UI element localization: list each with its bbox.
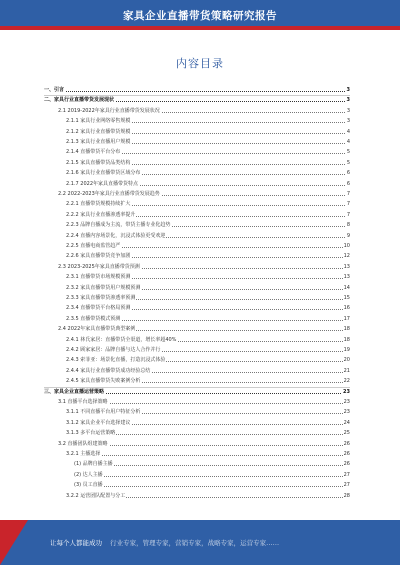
toc-entry-label: 2.3.3 家具直播带货渗透率预测 [66,295,136,301]
toc-entry-page: 28 [343,492,350,499]
toc-entry[interactable] [44,304,350,312]
toc-entry-label: 3.1.2 家具企业平台选择建议 [66,419,131,426]
toc-entry[interactable] [44,159,350,167]
toc-entry-label: 2.3.1 直播带货市场规模预测 [66,274,131,281]
toc-entry[interactable] [44,128,350,136]
toc-entry[interactable] [44,429,350,437]
toc-entry-page: 5 [346,159,350,166]
toc-entry-label: 3.2 直播团队组建策略 [58,440,108,447]
toc-entry-label: 3.2.2 运营团队配置与分工 [66,492,126,499]
toc-entry-page: 17 [343,315,350,322]
toc-entry[interactable] [44,211,350,219]
toc-entry-page: 4 [346,139,350,145]
report-title: 家具企业直播带货策略研究报告 [123,10,277,22]
toc-heading: 内容目录 [176,57,224,70]
table-of-contents [44,86,350,511]
toc-entry-page: 18 [343,326,350,333]
toc-entry[interactable] [44,294,350,302]
toc-entry-page: 8 [346,222,350,229]
toc-entry-label: 3.2.1 主播选择 [66,451,101,457]
toc-entry-page: 24 [343,419,350,426]
toc-entry-label: 2.3.4 直播带货平台格局预测 [66,305,131,312]
toc-entry-label: 2.1.1 家具行业网络零售规模 [66,118,131,125]
toc-entry[interactable] [44,86,350,94]
toc-entry-label: 2.2 2022-2023年家具行业直播带货发展趋势 [58,191,160,197]
toc-entry[interactable] [44,263,350,271]
toc-entry-page: 16 [343,305,350,312]
toc-entry[interactable] [44,242,350,250]
toc-entry-page: 6 [346,170,350,177]
toc-entry-label: 2.3 2023-2025年家具直播带货预测 [58,263,140,270]
toc-entry-page: 10 [343,243,350,249]
toc-entry-page: 3 [346,87,350,93]
toc-entry-label: 2.1.4 直播带货平台分布 [66,149,121,156]
toc-entry-page: 20 [343,357,350,364]
toc-entry-label: 2.2.4 直播内容场景化，沉浸式体验更受欢迎 [66,232,166,239]
toc-entry[interactable] [44,471,350,479]
toc-entry[interactable] [44,460,350,468]
toc-entry-page: 25 [343,430,350,437]
toc-entry[interactable] [44,336,350,344]
toc-entry-label: 3.1.3 多平台运营策略 [66,430,116,437]
toc-entry-page: 26 [343,440,350,447]
toc-entry-page: 27 [343,482,350,489]
toc-leader-dots [74,465,345,466]
toc-leader-dots [74,486,345,487]
toc-entry-page: 15 [343,295,350,301]
toc-entry[interactable] [44,252,350,260]
toc-entry[interactable] [44,419,350,427]
toc-entry[interactable] [44,232,350,240]
toc-entry-label: 2.1.7 2022年家具直播带货特点 [66,180,139,187]
toc-entry-page: 21 [343,367,350,374]
toc-entry[interactable] [44,117,350,125]
toc-entry-label: 2.4.3 索菲亚：场景化直播，打造沉浸式体验 [66,357,166,364]
toc-entry[interactable] [44,315,350,323]
toc-entry-page: 26 [343,451,350,457]
toc-entry[interactable] [44,377,350,385]
toc-entry-page: 3 [346,107,350,114]
toc-entry-page: 9 [346,232,350,239]
toc-entry-label: 2.2.1 直播带货规模持续扩大 [66,201,131,208]
toc-entry[interactable] [44,325,350,333]
toc-entry[interactable] [44,273,350,281]
toc-entry-page: 23 [343,399,350,405]
toc-entry-page: 6 [346,180,350,187]
toc-entry-page: 26 [343,461,350,468]
toc-entry[interactable] [44,96,350,104]
toc-entry-page: 7 [346,191,350,197]
toc-entry-label: 2.3.5 直播带货模式预测 [66,315,121,322]
toc-entry[interactable] [44,408,350,416]
toc-entry-page: 12 [343,253,350,260]
toc-entry-label: 2.1.2 家具行业直播带货规模 [66,128,131,135]
toc-entry[interactable] [44,169,350,177]
toc-entry-page: 5 [346,149,350,156]
toc-entry[interactable] [44,398,350,406]
toc-entry-label: 3.1 直播平台选择策略 [58,399,108,405]
toc-entry-label: 2.4.4 家具行业直播带货成功经验总结 [66,367,151,374]
footer-slogan-sub: 行业专家，管理专家，营销专家，战略专家，运营专家…… [110,539,280,547]
toc-entry-page: 3 [346,118,350,125]
footer-red-accent [0,520,28,565]
toc-entry-page: 22 [343,378,350,385]
toc-leader-dots [74,476,345,477]
toc-entry-label: 2.4 2022年家具直播带货典型案例 [58,326,136,333]
toc-entry-label: 二、家具行业直播带货发展现状 [44,97,115,104]
toc-entry-page: 4 [346,128,350,135]
toc-entry[interactable] [44,190,350,198]
toc-entry-page: 7 [346,201,350,208]
toc-entry[interactable] [44,450,350,458]
toc-entry-label: 2.2.5 直播电商监管趋严 [66,243,121,249]
toc-entry-label: 2.4.2 顾家家居：品牌自播与达人合作并行 [66,347,161,353]
toc-entry-label: (2) 达人主播 [74,471,103,478]
toc-entry[interactable] [44,138,350,146]
footer-slogan-main: 让每个人都能成功 [50,539,102,547]
toc-entry[interactable] [44,148,350,156]
toc-entry[interactable] [44,356,350,364]
toc-entry-label: 2.3.2 家具直播带货用户规模预测 [66,284,141,291]
toc-entry[interactable] [44,346,350,354]
toc-entry-page: 13 [343,274,350,281]
toc-entry[interactable] [44,200,350,208]
toc-entry-label: 2.1.5 家具直播带货品类结构 [66,159,131,166]
toc-entry-page: 23 [343,388,350,395]
toc-entry[interactable] [44,388,350,396]
footer-slogan [50,538,380,547]
toc-entry-page: 13 [343,263,350,270]
toc-entry-label: (3) 员工直播 [74,482,103,489]
toc-entry[interactable] [44,180,350,188]
toc-leader-dots [44,91,345,92]
toc-entry-label: 2.2.2 家具行业直播渗透率提升 [66,211,136,218]
toc-leader-dots [66,455,345,456]
toc-entry-page: 27 [343,471,350,478]
header-red-stripe [0,26,400,30]
toc-entry-page: 19 [343,347,350,353]
toc-entry-label: 2.1 2019-2022年家具行业直播带货发展状况 [58,107,160,114]
toc-entry-label: 一、引言 [44,87,65,93]
toc-entry[interactable] [44,481,350,489]
toc-entry-page: 14 [343,284,350,291]
toc-entry-label: 2.1.6 家具行业直播带货区域分布 [66,170,141,177]
toc-entry-label: 3.1.1 不同直播平台用户特征分析 [66,409,141,416]
toc-entry-page: 7 [346,211,350,218]
toc-entry-label: (1) 品牌自播主播 [74,461,113,468]
toc-entry-label: 2.1.3 家具行业直播用户规模 [66,139,131,145]
toc-entry-label: 2.2.3 品牌自播成为主流，带货主播专业化趋势 [66,222,171,229]
toc-entry-page: 18 [343,336,350,343]
toc-entry[interactable] [44,221,350,229]
toc-entry-label: 2.4.1 林氏家居：直播带货全渠道，增长率超40% [66,336,177,343]
toc-entry-label: 三、家具企业直播运营策略 [44,388,105,395]
toc-entry-label: 2.2.6 家具直播带货竞争加剧 [66,253,131,260]
toc-entry[interactable] [44,440,350,448]
toc-entry[interactable] [44,367,350,375]
toc-entry[interactable] [44,284,350,292]
toc-entry-page: 23 [343,409,350,416]
toc-entry[interactable] [44,492,350,500]
toc-entry-label: 2.4.5 家具直播带货失败案例分析 [66,378,141,385]
toc-entry[interactable] [44,107,350,115]
toc-entry-page: 3 [346,97,350,104]
